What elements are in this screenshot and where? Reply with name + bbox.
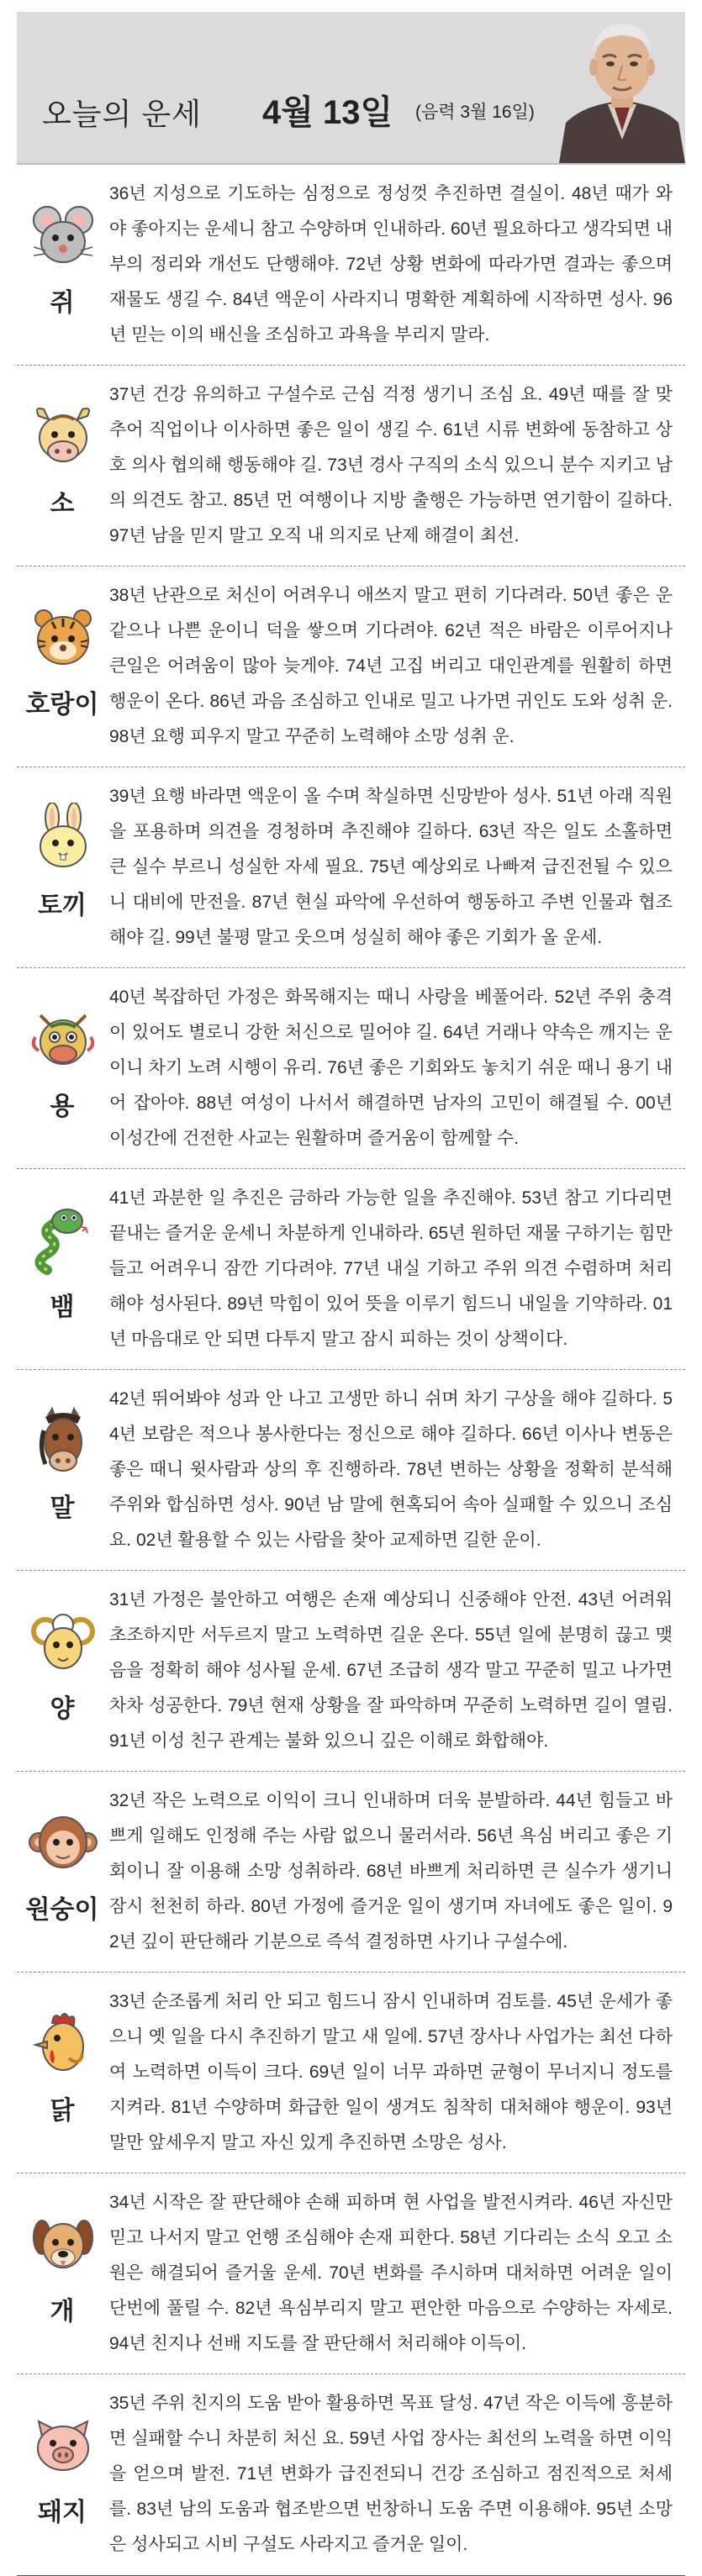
- animal-column: [17, 1772, 108, 1972]
- animal-name: 소: [50, 490, 75, 518]
- snake-icon: [27, 1204, 99, 1277]
- fortune-text: 39년 요행 바라면 액운이 올 수며 착실하면 신망받아 성사. 51년 아래 직원을 포용하며 의견을 경청하며 추진해야 길하다. 63년 작은 일도 소홀하면 큰 실수 부르니 성실한 자세 필요. 75년 예상외로 나빠져 급진전될 수 있으니 대비에 만전을. 87년 현실 파악에 우선하여 행동하고 주변 인물과 협조해야 길. 99년 불평 말고 웃으며 성실히 해야 좋은 기회가 올 운세.: [109, 787, 673, 947]
- animal-column: [17, 165, 108, 365]
- page-title: 오늘의 운세: [42, 97, 202, 131]
- header: [17, 12, 685, 165]
- animal-column: [17, 968, 108, 1168]
- ox-icon: [27, 401, 99, 473]
- fortune-text: 34년 시작은 잘 판단해야 손해 피하며 현 사업을 발전시켜라. 46년 자신만 믿고 나서지 말고 언행 조심해야 손재 피한다. 58년 기다리는 소식 오고 소원은 해결되어 즐거울 운세. 70년 변화를 주시하며 대처하면 어려운 일이 단번에 풀릴 수. 82년 욕심부리지 말고 편안한 마음으로 수양하는 자세로. 94년 친지나 선배 지도를 잘 판단해서 처리해야 이득이.: [109, 2193, 673, 2353]
- monkey-icon: [27, 1807, 99, 1879]
- rooster-icon: [27, 2008, 99, 2080]
- author-portrait: [559, 13, 685, 163]
- animal-column: [17, 1169, 108, 1369]
- animal-name: 쥐: [50, 289, 75, 317]
- horoscope-page: [17, 12, 685, 2576]
- date-label: 4월 13일: [262, 94, 393, 131]
- fortune-text: 36년 지성으로 기도하는 심정으로 정성껏 추진하면 결실이. 48년 때가 와야 좋아지는 운세니 참고 수양하며 인내하라. 60년 필요하다고 생각되면 내부의 정리와 개선도 단행해야. 72년 상황 변화에 따라가면 결과는 좋으며 재물도 생길 수. 84년 액운이 사라지니 명확한 계획하에 시작하면 성사. 96년 믿는 이의 배신을 조심하고 과욕을 부리지 말라.: [109, 184, 673, 345]
- zodiac-row-ox: [17, 366, 685, 566]
- fortune-text: 33년 순조롭게 처리 안 되고 힘드니 잠시 인내하며 검토를. 45년 운세가 좋으니 옛 일을 다시 추진하기 말고 새 일에. 57년 장사나 사업가는 최선 다하여 노력하면 이득이 크다. 69년 일이 너무 과하면 균형이 무너지니 정도를 지켜라. 81년 수양하며 화급한 일이 생겨도 침착히 대처해야 행운이. 93년 말만 앞세우지 말고 자신 있게 추진하면 소망은 성사.: [109, 1992, 673, 2152]
- zodiac-row-snake: [17, 1169, 685, 1370]
- animal-name: 돼지: [38, 2499, 87, 2526]
- zodiac-row-monkey: [17, 1772, 685, 1973]
- fortune-text: 31년 가정은 불안하고 여행은 손재 예상되니 신중해야 안전. 43년 어려워 초조하지만 서두르지 말고 노력하면 길운 온다. 55년 일에 분명히 끊고 맺음을 정확히 해야 성사될 운세. 67년 조급히 생각 말고 꾸준히 밀고 나가면 차차 성공한다. 79년 현재 상황을 잘 파악하며 꾸준히 노력하면 길이 열림. 91년 이성 친구 관계는 불화 있으니 깊은 이해로 화합해야.: [109, 1590, 673, 1751]
- horse-icon: [27, 1405, 99, 1478]
- animal-column: [17, 2374, 108, 2575]
- fortune-text: 40년 복잡하던 가정은 화목해지는 때니 사랑을 베풀어라. 52년 주위 충격이 있어도 별로니 강한 처신으로 밀어야 길. 64년 거래나 약속은 깨지는 운이니 차기 노려 시행이 유리. 76년 좋은 기회와도 놓치기 쉬운 때니 용기 내어 잡아야. 88년 여성이 나서서 해결하면 남자의 고민이 해결될 수. 00년 이성간에 건전한 사교는 원활하며 즐거움이 함께할 수.: [109, 988, 673, 1148]
- dragon-icon: [27, 1004, 99, 1076]
- animal-column: [17, 767, 108, 967]
- animal-column: [17, 1973, 108, 2173]
- zodiac-row-horse: [17, 1370, 685, 1571]
- lunar-date-label: (음력 3월 16일): [415, 103, 535, 122]
- animal-name: 원숭이: [25, 1896, 99, 1924]
- fortune-text: 35년 주위 친지의 도움 받아 활용하면 목표 달성. 47년 작은 이득에 흥분하면 실패할 수니 차분히 처신 요. 59년 사업 장사는 최선의 노력을 하면 이익을 얻으며 발전. 71년 변화가 급진전되니 건강 조심하고 점진적으로 처세를. 83년 남의 도움과 협조받으면 번창하니 도움 주면 이용해야. 95년 소망은 성사되고 시비 구설도 사라지고 즐거운 일이.: [109, 2394, 673, 2554]
- fortune-text: 42년 뛰어봐야 성과 안 나고 고생만 하니 쉬며 차기 구상을 해야 길하다. 54년 보람은 적으나 봉사한다는 정신으로 해야 길하다. 66년 이사나 변동은 좋은 때니 윗사람과 상의 후 진행하라. 78년 변하는 상황을 정확히 분석해 주위와 합심하면 성사. 90년 남 말에 현혹되어 속아 실패할 수 있으니 조심 요. 02년 활용할 수 있는 사람을 찾아 교제하면 길한 운이.: [109, 1389, 673, 1550]
- rat-icon: [27, 200, 99, 272]
- animal-column: [17, 566, 108, 766]
- zodiac-row-dragon: [17, 968, 685, 1169]
- animal-name: 말: [50, 1494, 75, 1522]
- fortune-text: 32년 작은 노력으로 이익이 크니 인내하며 더욱 분발하라. 44년 힘들고 바쁘게 일해도 인정해 주는 사람 없으니 물러서라. 56년 욕심 버리고 좋은 기회이니 잘 이용해 소망 성취하라. 68년 바쁘게 처리하면 큰 실수가 생기니 잠시 천천히 하라. 80년 가정에 즐거운 일이 생기며 자녀에도 좋은 일이. 92년 깊이 판단해라 기분으로 즉석 결정하면 사기나 구설수에.: [109, 1791, 673, 1952]
- rabbit-icon: [27, 803, 99, 875]
- zodiac-row-rabbit: [17, 767, 685, 968]
- animal-column: [17, 1571, 108, 1771]
- animal-name: 개: [50, 2298, 75, 2326]
- animal-name: 토끼: [38, 892, 87, 919]
- zodiac-row-rooster: [17, 1973, 685, 2173]
- animal-column: [17, 366, 108, 566]
- fortune-text: 38년 난관으로 처신이 어려우니 애쓰지 말고 편히 기다려라. 50년 좋은 운 같으나 나쁜 운이니 덕을 쌓으며 기다려야. 62년 적은 바람은 이루어지나 큰일은 어려움이 많아 늦게야. 74년 고집 버리고 대인관계를 원활히 하면 행운이 온다. 86년 과음 조심하고 인내로 밀고 나가면 귀인도 도와 성취 운. 98년 요행 피우지 말고 꾸준히 노력해야 소망 성취 운.: [109, 586, 673, 746]
- sheep-icon: [27, 1606, 99, 1678]
- dog-icon: [27, 2209, 99, 2281]
- animal-name: 호랑이: [25, 691, 99, 719]
- zodiac-row-dog: [17, 2173, 685, 2374]
- zodiac-row-rat: [17, 165, 685, 366]
- animal-name: 닭: [50, 2097, 75, 2125]
- animal-name: 양: [50, 1695, 75, 1723]
- animal-column: [17, 1370, 108, 1570]
- animal-name: 용: [50, 1093, 75, 1120]
- zodiac-row-pig: [17, 2374, 685, 2575]
- tiger-icon: [27, 602, 99, 674]
- zodiac-row-tiger: [17, 566, 685, 767]
- fortune-text: 41년 과분한 일 추진은 금하라 가능한 일을 추진해야. 53년 참고 기다리면 끝내는 즐거운 운세니 차분하게 인내하라. 65년 원하던 재물 구하기는 힘만 들고 어려우니 잠깐 기다려야. 77년 내실 기하고 주위 의견 수렴하며 처리해야 성사된다. 89년 막힘이 있어 뜻을 이루기 힘드니 내일을 기약하라. 01년 마음대로 안 되면 다투지 말고 잠시 피하는 것이 상책이다.: [109, 1188, 673, 1349]
- zodiac-list: [17, 165, 685, 2576]
- zodiac-row-sheep: [17, 1571, 685, 1772]
- fortune-text: 37년 건강 유의하고 구설수로 근심 걱정 생기니 조심 요. 49년 때를 잘 맞추어 직업이나 이사하면 좋은 일이 생길 수. 61년 시류 변화에 동참하고 상호 의사 협의해 행동해야 길. 73년 경사 구직의 소식 있으니 분수 지키고 남의 의견도 참고. 85년 먼 여행이나 지방 출행은 가능하면 연기함이 길하다. 97년 남을 믿지 말고 오직 내 의지로 난제 해결이 최선.: [109, 385, 673, 545]
- animal-name: 뱀: [50, 1293, 75, 1321]
- pig-icon: [27, 2410, 99, 2482]
- animal-column: [17, 2173, 108, 2373]
